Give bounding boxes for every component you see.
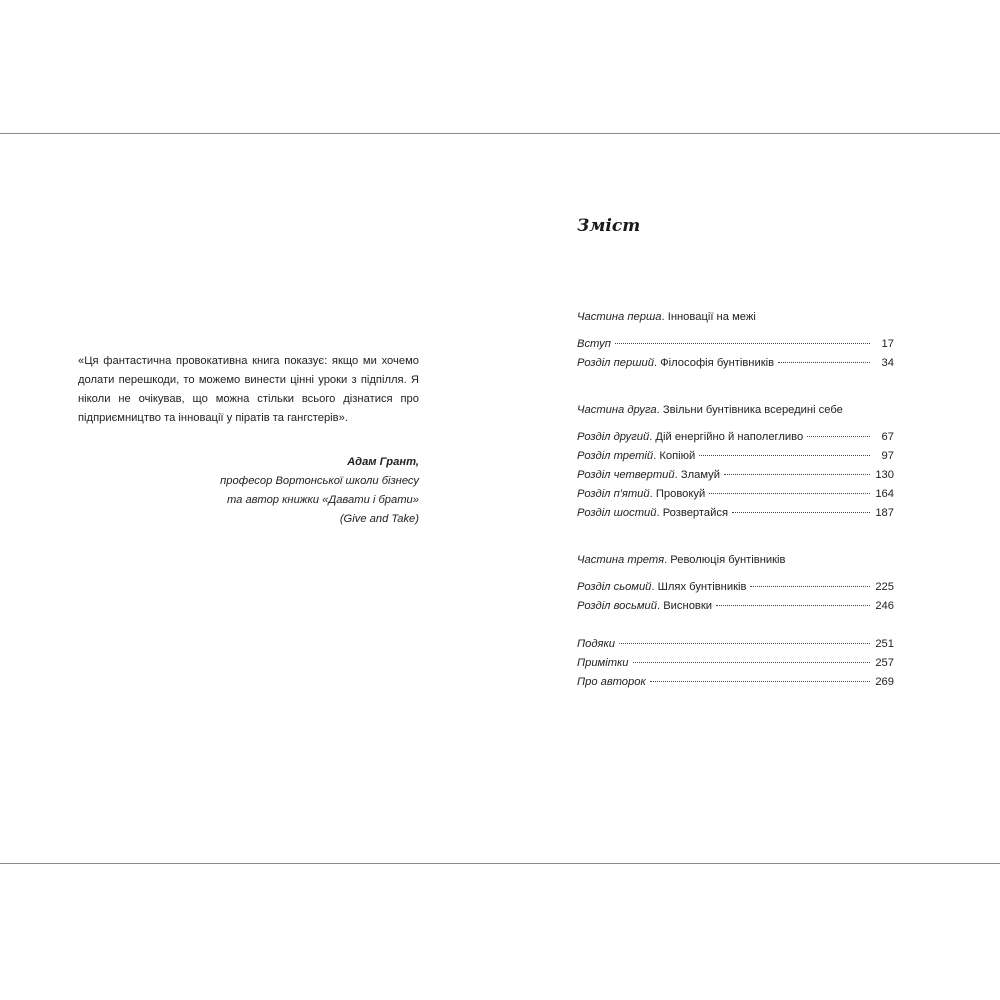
toc-entry-label: Розділ п'ятий (577, 488, 650, 500)
toc-leader-dots (709, 493, 870, 494)
toc-entry[interactable]: Розділ сьомий. Шлях бунтівників 225 (577, 578, 894, 597)
toc-page-number: 257 (875, 657, 894, 669)
toc-leader-dots (716, 605, 870, 606)
toc-part-title: Звільни бунтівника всередині себе (662, 404, 843, 416)
toc-entry-label: Подяки (577, 638, 615, 650)
toc-leader-dots (615, 343, 870, 344)
toc-entry[interactable]: Розділ четвертий. Зламуй 130 (577, 466, 894, 485)
toc-page-number: 34 (881, 357, 894, 369)
toc-entry-label: Розділ четвертий (577, 469, 675, 481)
toc-entry[interactable]: Розділ другий. Дій енергійно й наполегливо 67 (577, 428, 894, 447)
toc-entry-title: Філософія бунтівників (660, 357, 775, 369)
toc-entry-title: Розвертайся (662, 507, 729, 519)
toc-entry-label: Розділ восьмий (577, 600, 657, 612)
toc-page-number: 97 (881, 450, 894, 462)
toc-leader-dots (750, 586, 870, 587)
toc-entry-title: Дій енергійно й наполегливо (655, 431, 804, 443)
toc-part-title: Інновації на межі (667, 311, 756, 323)
right-page (500, 134, 1000, 863)
endorsement-attribution (119, 453, 419, 529)
toc-entry[interactable]: Розділ п'ятий. Провокуй 164 (577, 485, 894, 504)
toc-leader-dots (724, 474, 870, 475)
book-spread (0, 133, 1000, 864)
toc-entry[interactable]: Розділ восьмий. Висновки 246 (577, 597, 894, 616)
toc-entry-label: Розділ сьомий (577, 581, 652, 593)
toc-page-number: 246 (875, 600, 894, 612)
endorser-role-line-2: та автор книжки «Давати і брати» (226, 494, 419, 506)
toc-entry-label: Розділ другий (577, 431, 650, 443)
toc-leader-dots (619, 643, 870, 644)
toc-page-number: 251 (875, 638, 894, 650)
endorser-name: Адам Грант, (347, 456, 419, 468)
toc-title: Зміст (577, 216, 641, 236)
toc-part-heading[interactable]: Частина третя. Революція бунтівників (577, 554, 786, 566)
toc-entry-label: Розділ третій (577, 450, 654, 462)
toc-part-label: Частина перша (577, 311, 662, 323)
toc-leader-dots (650, 681, 870, 682)
endorsement-quote: «Ця фантастична провокативна книга показує: якщо ми хочемо долати перешкоди, то можемо винести цінні уроки з підпілля. Я ніколи не очікував, що можна стільки всього дізнатися про підприємництво та інновації у піратів та гангстерів». (78, 355, 419, 424)
toc-entry[interactable] (577, 335, 894, 354)
left-page (0, 134, 500, 863)
toc-entry-label: Вступ (577, 338, 611, 350)
toc-leader-dots (699, 455, 870, 456)
toc-page-number: 187 (875, 507, 894, 519)
endorser-role-line-3: (Give and Take) (339, 513, 419, 525)
toc-entry-title: Висновки (663, 600, 713, 612)
toc-page-number: 225 (875, 581, 894, 593)
toc-leader-dots (633, 662, 870, 663)
toc-entry-title: Провокуй (655, 488, 706, 500)
toc-entry-label: Розділ шостий (577, 507, 657, 519)
toc-entry-label: Розділ перший (577, 357, 654, 369)
toc-page-number: 67 (881, 431, 894, 443)
toc-entry-title: Зламуй (680, 469, 720, 481)
toc-page-number: 130 (875, 469, 894, 481)
toc-part-label: Частина третя (577, 554, 665, 566)
toc-page-number: 17 (881, 338, 894, 350)
toc-part-label: Частина друга (577, 404, 657, 416)
toc-part-title: Революція бунтівників (670, 554, 786, 566)
table-of-contents (577, 308, 894, 692)
endorser-role-line-1: професор Вортонської школи бізнесу (220, 475, 419, 487)
toc-leader-dots (807, 436, 870, 437)
toc-entry[interactable]: Розділ шостий. Розвертайся 187 (577, 504, 894, 523)
toc-leader-dots (732, 512, 870, 513)
toc-entry-title: Шлях бунтівників (657, 581, 747, 593)
toc-leader-dots (778, 362, 870, 363)
toc-entry[interactable] (577, 673, 894, 692)
toc-page-number: 164 (875, 488, 894, 500)
toc-entry[interactable] (577, 654, 894, 673)
toc-entry[interactable]: Розділ третій. Копіюй 97 (577, 447, 894, 466)
toc-entry-label: Примітки (577, 657, 629, 669)
toc-part-heading[interactable]: Частина друга. Звільни бунтівника всередині себе (577, 404, 843, 416)
toc-part-heading[interactable]: Частина перша. Інновації на межі (577, 311, 756, 323)
toc-entry-title: Копіюй (659, 450, 696, 462)
toc-entry[interactable]: Розділ перший. Філософія бунтівників 34 (577, 354, 894, 373)
toc-entry[interactable] (577, 635, 894, 654)
toc-page-number: 269 (875, 676, 894, 688)
toc-entry-label: Про авторок (577, 676, 646, 688)
